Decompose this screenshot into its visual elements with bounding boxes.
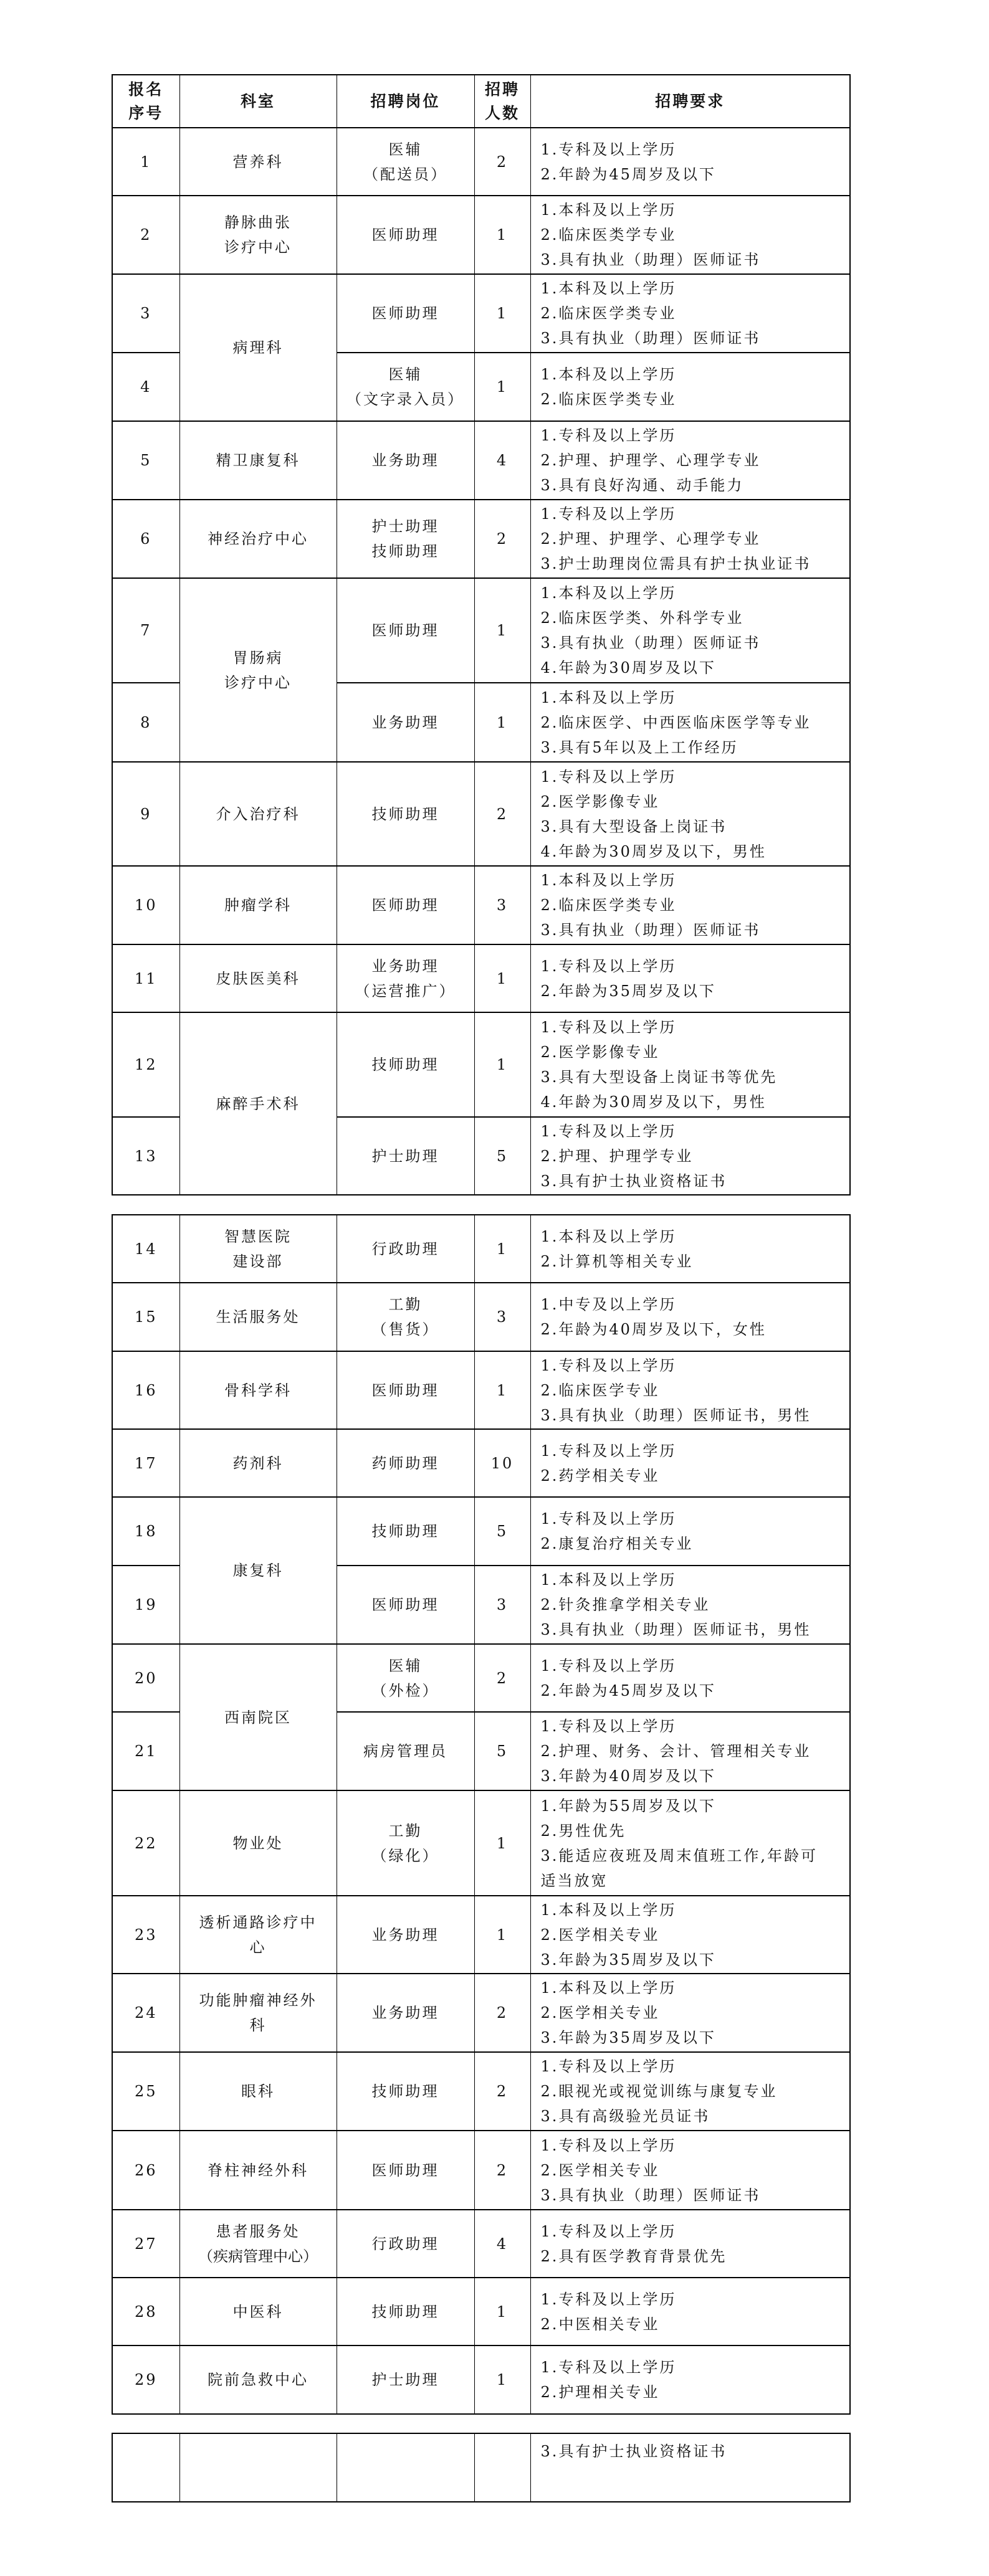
row-no: 2 bbox=[112, 196, 179, 274]
recruitment-table-page-3 bbox=[112, 2433, 851, 2502]
row-post: 行政助理 bbox=[337, 2210, 474, 2278]
row-count: 4 bbox=[474, 2210, 530, 2278]
row-no: 7 bbox=[112, 578, 179, 683]
row-post: 医师助理 bbox=[337, 196, 474, 274]
row-post: 药师助理 bbox=[337, 1429, 474, 1497]
row-post: 护士助理 bbox=[337, 2345, 474, 2414]
table-row bbox=[112, 196, 850, 274]
row-no: 22 bbox=[112, 1790, 179, 1896]
row-no: 21 bbox=[112, 1712, 179, 1790]
row-count: 1 bbox=[474, 944, 530, 1012]
row-count: 3 bbox=[474, 1283, 530, 1351]
row-post: 技师助理 bbox=[337, 1497, 474, 1566]
row-no: 28 bbox=[112, 2278, 179, 2345]
row-dept bbox=[179, 2433, 337, 2502]
row-requirements: 1.本科及以上学历 2.临床医学类专业 bbox=[530, 353, 850, 421]
row-count: 3 bbox=[474, 1566, 530, 1644]
row-dept: 眼科 bbox=[179, 2052, 337, 2131]
row-no: 20 bbox=[112, 1644, 179, 1712]
row-no: 10 bbox=[112, 866, 179, 944]
row-post: 医辅 （文字录入员） bbox=[337, 353, 474, 421]
row-requirements: 1.专科及以上学历 2.眼视光或视觉训练与康复专业 3.具有高级验光员证书 bbox=[530, 2052, 850, 2131]
table-row bbox=[112, 1896, 850, 1974]
row-post: 工勤 （绿化） bbox=[337, 1790, 474, 1896]
row-count: 1 bbox=[474, 683, 530, 762]
row-post bbox=[337, 2433, 474, 2502]
row-dept: 康复科 bbox=[179, 1497, 337, 1644]
row-requirements: 1.专科及以上学历 2.护理、护理学、心理学专业 3.具有良好沟通、动手能力 bbox=[530, 421, 850, 500]
row-post: 业务助理 （运营推广） bbox=[337, 944, 474, 1012]
row-dept: 药剂科 bbox=[179, 1429, 337, 1497]
row-post: 医师助理 bbox=[337, 1566, 474, 1644]
table-row bbox=[112, 2210, 850, 2278]
row-requirements: 1.本科及以上学历 2.计算机等相关专业 bbox=[530, 1215, 850, 1283]
row-no: 18 bbox=[112, 1497, 179, 1566]
row-no: 19 bbox=[112, 1566, 179, 1644]
row-count: 2 bbox=[474, 500, 530, 578]
row-dept: 院前急救中心 bbox=[179, 2345, 337, 2414]
table-row bbox=[112, 1283, 850, 1351]
header-req: 招聘要求 bbox=[530, 75, 850, 128]
row-count: 2 bbox=[474, 1974, 530, 2052]
row-no: 5 bbox=[112, 421, 179, 500]
row-count bbox=[474, 2433, 530, 2502]
table-row bbox=[112, 866, 850, 944]
row-requirements: 1.专科及以上学历 2.年龄为45周岁及以下 bbox=[530, 1644, 850, 1712]
row-count: 2 bbox=[474, 128, 530, 196]
recruitment-table-page-1 bbox=[112, 74, 851, 1195]
row-no: 9 bbox=[112, 762, 179, 866]
row-dept: 病理科 bbox=[179, 274, 337, 421]
row-count: 1 bbox=[474, 1896, 530, 1974]
table-row-continuation bbox=[112, 2433, 850, 2502]
row-post: 业务助理 bbox=[337, 683, 474, 762]
row-count: 1 bbox=[474, 1351, 530, 1429]
table-header-row bbox=[112, 75, 850, 128]
row-dept: 智慧医院 建设部 bbox=[179, 1215, 337, 1283]
row-post: 医师助理 bbox=[337, 2131, 474, 2210]
row-count: 10 bbox=[474, 1429, 530, 1497]
row-no: 15 bbox=[112, 1283, 179, 1351]
row-count: 5 bbox=[474, 1712, 530, 1790]
row-requirements: 1.专科及以上学历 2.医学相关专业 3.具有执业（助理）医师证书 bbox=[530, 2131, 850, 2210]
row-dept: 营养科 bbox=[179, 128, 337, 196]
row-dept: 精卫康复科 bbox=[179, 421, 337, 500]
row-post: 工勤 （售货） bbox=[337, 1283, 474, 1351]
row-requirements: 1.专科及以上学历 2.具有医学教育背景优先 bbox=[530, 2210, 850, 2278]
table-row bbox=[112, 1215, 850, 1283]
header-dept: 科室 bbox=[179, 75, 337, 128]
row-post: 医师助理 bbox=[337, 274, 474, 353]
row-dept: 中医科 bbox=[179, 2278, 337, 2345]
row-no: 3 bbox=[112, 274, 179, 353]
row-requirements: 1.专科及以上学历 2.康复治疗相关专业 bbox=[530, 1497, 850, 1566]
row-no: 8 bbox=[112, 683, 179, 762]
row-dept: 介入治疗科 bbox=[179, 762, 337, 866]
row-no: 25 bbox=[112, 2052, 179, 2131]
row-no: 12 bbox=[112, 1012, 179, 1117]
row-count: 2 bbox=[474, 762, 530, 866]
row-count: 2 bbox=[474, 2052, 530, 2131]
row-no: 27 bbox=[112, 2210, 179, 2278]
row-requirements: 1.专科及以上学历 2.药学相关专业 bbox=[530, 1429, 850, 1497]
row-post: 护士助理 技师助理 bbox=[337, 500, 474, 578]
row-count: 1 bbox=[474, 2278, 530, 2345]
row-count: 1 bbox=[474, 196, 530, 274]
row-post: 业务助理 bbox=[337, 1974, 474, 2052]
row-requirements: 1.专科及以上学历 2.医学影像专业 3.具有大型设备上岗证书等优先 4.年龄为30周岁及以下，男性 bbox=[530, 1012, 850, 1117]
row-no: 6 bbox=[112, 500, 179, 578]
row-no: 11 bbox=[112, 944, 179, 1012]
row-no: 17 bbox=[112, 1429, 179, 1497]
row-count: 1 bbox=[474, 353, 530, 421]
row-count: 1 bbox=[474, 1790, 530, 1896]
row-count: 5 bbox=[474, 1497, 530, 1566]
row-no: 1 bbox=[112, 128, 179, 196]
table-row bbox=[112, 762, 850, 866]
table-row bbox=[112, 274, 850, 353]
table-row bbox=[112, 1497, 850, 1566]
row-dept: 西南院区 bbox=[179, 1644, 337, 1790]
table-row bbox=[112, 1351, 850, 1429]
table-row bbox=[112, 1012, 850, 1117]
row-count: 2 bbox=[474, 2131, 530, 2210]
row-count: 3 bbox=[474, 866, 530, 944]
row-no: 24 bbox=[112, 1974, 179, 2052]
row-requirements: 1.专科及以上学历 2.医学影像专业 3.具有大型设备上岗证书 4.年龄为30周岁及以下，男性 bbox=[530, 762, 850, 866]
row-dept: 皮肤医美科 bbox=[179, 944, 337, 1012]
row-no: 29 bbox=[112, 2345, 179, 2414]
row-requirements: 1.年龄为55周岁及以下 2.男性优先 3.能适应夜班及周末值班工作,年龄可 适当放宽 bbox=[530, 1790, 850, 1896]
table-row bbox=[112, 2345, 850, 2414]
row-requirements: 1.本科及以上学历 2.医学相关专业 3.年龄为35周岁及以下 bbox=[530, 1974, 850, 2052]
row-requirements: 1.本科及以上学历 2.临床医学、中西医临床医学等专业 3.具有5年以及上工作经历 bbox=[530, 683, 850, 762]
row-dept: 脊柱神经外科 bbox=[179, 2131, 337, 2210]
table-row bbox=[112, 2278, 850, 2345]
table-row bbox=[112, 1974, 850, 2052]
row-dept: 物业处 bbox=[179, 1790, 337, 1896]
row-post: 技师助理 bbox=[337, 2278, 474, 2345]
header-post: 招聘岗位 bbox=[337, 75, 474, 128]
row-post: 护士助理 bbox=[337, 1117, 474, 1195]
row-dept: 患者服务处 （疾病管理中心） bbox=[179, 2210, 337, 2278]
row-count: 1 bbox=[474, 2345, 530, 2414]
row-post: 医辅 （配送员） bbox=[337, 128, 474, 196]
row-dept: 功能肿瘤神经外 科 bbox=[179, 1974, 337, 2052]
row-post: 病房管理员 bbox=[337, 1712, 474, 1790]
row-no: 16 bbox=[112, 1351, 179, 1429]
row-requirements: 1.专科及以上学历 2.中医相关专业 bbox=[530, 2278, 850, 2345]
row-no bbox=[112, 2433, 179, 2502]
table-row bbox=[112, 1644, 850, 1712]
row-requirements: 1.专科及以上学历 2.年龄为35周岁及以下 bbox=[530, 944, 850, 1012]
row-no: 23 bbox=[112, 1896, 179, 1974]
table-row bbox=[112, 500, 850, 578]
row-count: 4 bbox=[474, 421, 530, 500]
table-row bbox=[112, 2131, 850, 2210]
table-row bbox=[112, 2052, 850, 2131]
row-requirements: 1.本科及以上学历 2.临床医学类专业 3.具有执业（助理）医师证书 bbox=[530, 866, 850, 944]
row-post: 业务助理 bbox=[337, 421, 474, 500]
row-count: 1 bbox=[474, 578, 530, 683]
row-requirements: 3.具有护士执业资格证书 bbox=[530, 2433, 850, 2502]
row-no: 13 bbox=[112, 1117, 179, 1195]
table-row bbox=[112, 1429, 850, 1497]
row-no: 4 bbox=[112, 353, 179, 421]
row-post: 医师助理 bbox=[337, 1351, 474, 1429]
row-dept: 静脉曲张 诊疗中心 bbox=[179, 196, 337, 274]
row-dept: 麻醉手术科 bbox=[179, 1012, 337, 1195]
row-post: 技师助理 bbox=[337, 1012, 474, 1117]
row-dept: 肿瘤学科 bbox=[179, 866, 337, 944]
table-row bbox=[112, 421, 850, 500]
row-post: 技师助理 bbox=[337, 762, 474, 866]
row-post: 行政助理 bbox=[337, 1215, 474, 1283]
row-post: 技师助理 bbox=[337, 2052, 474, 2131]
row-requirements: 1.专科及以上学历 2.临床医学专业 3.具有执业（助理）医师证书，男性 bbox=[530, 1351, 850, 1429]
row-requirements: 1.专科及以上学历 2.护理相关专业 bbox=[530, 2345, 850, 2414]
row-no: 14 bbox=[112, 1215, 179, 1283]
row-count: 5 bbox=[474, 1117, 530, 1195]
row-no: 26 bbox=[112, 2131, 179, 2210]
row-post: 医师助理 bbox=[337, 578, 474, 683]
row-requirements: 1.专科及以上学历 2.护理、财务、会计、管理相关专业 3.年龄为40周岁及以下 bbox=[530, 1712, 850, 1790]
row-count: 2 bbox=[474, 1644, 530, 1712]
row-requirements: 1.中专及以上学历 2.年龄为40周岁及以下，女性 bbox=[530, 1283, 850, 1351]
header-seq: 报名 序号 bbox=[112, 75, 179, 128]
row-requirements: 1.本科及以上学历 2.临床医学类专业 3.具有执业（助理）医师证书 bbox=[530, 274, 850, 353]
header-count: 招聘 人数 bbox=[474, 75, 530, 128]
row-requirements: 1.本科及以上学历 2.临床医学类、外科学专业 3.具有执业（助理）医师证书 4.年龄为30周岁及以下 bbox=[530, 578, 850, 683]
row-dept: 胃肠病 诊疗中心 bbox=[179, 578, 337, 762]
row-requirements: 1.本科及以上学历 2.针灸推拿学相关专业 3.具有执业（助理）医师证书，男性 bbox=[530, 1566, 850, 1644]
table-row bbox=[112, 944, 850, 1012]
row-requirements: 1.专科及以上学历 2.护理、护理学、心理学专业 3.护士助理岗位需具有护士执业证书 bbox=[530, 500, 850, 578]
row-post: 医辅 （外检） bbox=[337, 1644, 474, 1712]
table-row bbox=[112, 1790, 850, 1896]
row-count: 1 bbox=[474, 274, 530, 353]
row-post: 医师助理 bbox=[337, 866, 474, 944]
row-count: 1 bbox=[474, 1215, 530, 1283]
row-dept: 神经治疗中心 bbox=[179, 500, 337, 578]
row-dept: 透析通路诊疗中 心 bbox=[179, 1896, 337, 1974]
table-row bbox=[112, 128, 850, 196]
row-dept: 生活服务处 bbox=[179, 1283, 337, 1351]
table-row bbox=[112, 578, 850, 683]
row-dept: 骨科学科 bbox=[179, 1351, 337, 1429]
row-requirements: 1.本科及以上学历 2.临床医类学专业 3.具有执业（助理）医师证书 bbox=[530, 196, 850, 274]
row-count: 1 bbox=[474, 1012, 530, 1117]
row-post: 业务助理 bbox=[337, 1896, 474, 1974]
recruitment-table-page-2 bbox=[112, 1214, 851, 2415]
row-requirements: 1.本科及以上学历 2.医学相关专业 3.年龄为35周岁及以下 bbox=[530, 1896, 850, 1974]
row-requirements: 1.专科及以上学历 2.年龄为45周岁及以下 bbox=[530, 128, 850, 196]
row-requirements: 1.专科及以上学历 2.护理、护理学专业 3.具有护士执业资格证书 bbox=[530, 1117, 850, 1195]
